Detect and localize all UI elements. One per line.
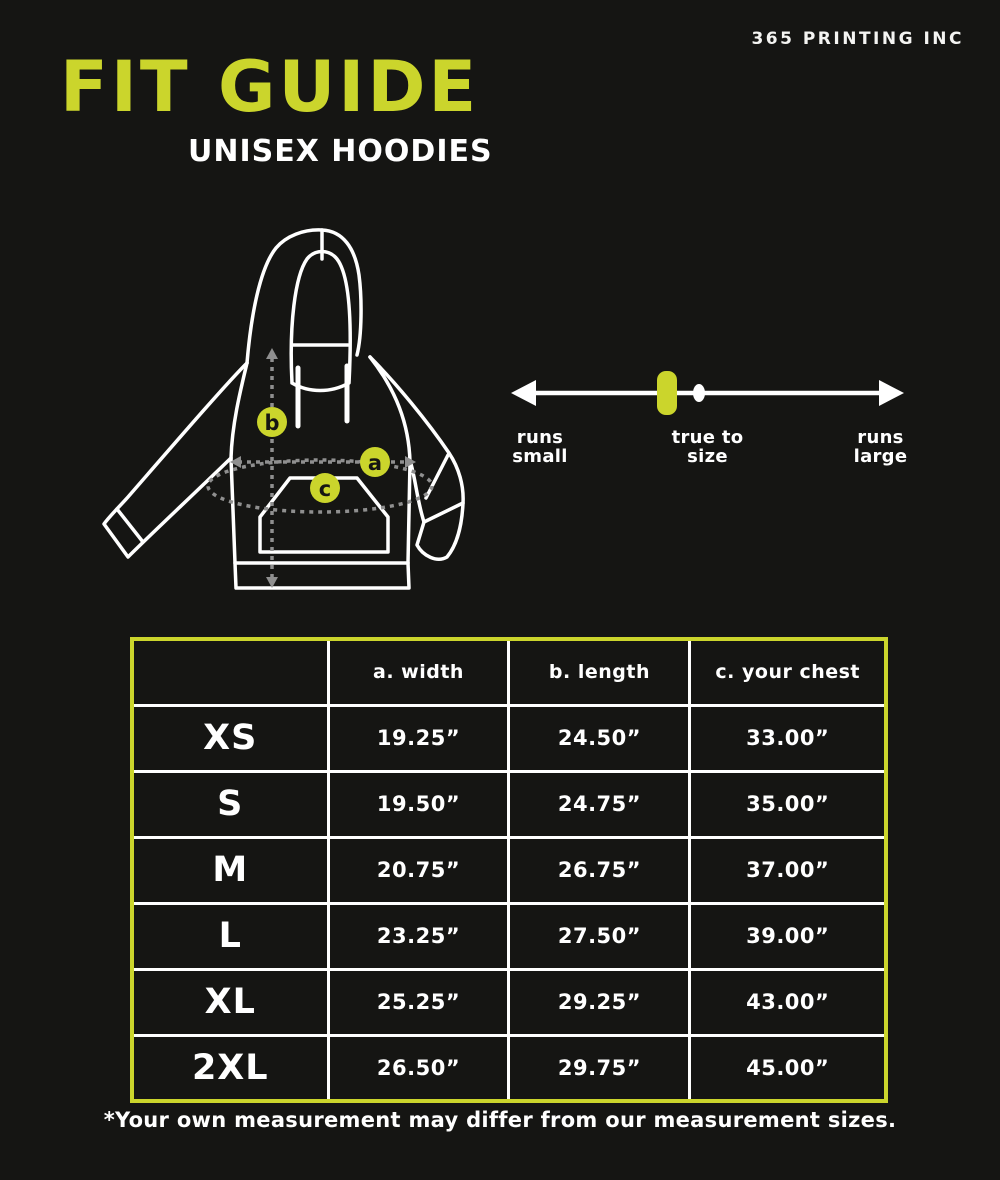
- page-title: FIT GUIDE: [60, 46, 480, 128]
- chest-value-cell: 43.00”: [690, 969, 886, 1035]
- chest-value-cell: 39.00”: [690, 903, 886, 969]
- size-label-cell: L: [132, 903, 328, 969]
- scale-arrow-line: [511, 380, 904, 406]
- chest-value-cell: 37.00”: [690, 837, 886, 903]
- scale-label-runs-small: runs small: [512, 427, 568, 467]
- true-to-size-marker: [657, 371, 677, 415]
- table-row: [132, 771, 886, 837]
- left-cuff-seam: [117, 509, 143, 542]
- badge-c-letter: c: [318, 477, 332, 501]
- table-row: [132, 837, 886, 903]
- size-label-cell: M: [132, 837, 328, 903]
- badge-b-letter: b: [264, 411, 280, 435]
- chest-value-cell: 45.00”: [690, 1035, 886, 1101]
- badge-a-letter: a: [367, 451, 383, 475]
- hoodie-diagram: [95, 222, 495, 597]
- width-value-cell: 23.25”: [328, 903, 509, 969]
- footnote: *Your own measurement may differ from our measurement sizes.: [103, 1108, 897, 1132]
- size-label-cell: S: [132, 771, 328, 837]
- table-row: [132, 969, 886, 1035]
- width-value-cell: 25.25”: [328, 969, 509, 1035]
- width-value-cell: 19.25”: [328, 705, 509, 771]
- size-table: [130, 637, 888, 1103]
- brand-name: 365 PRINTING INC: [751, 29, 964, 49]
- hoodie-outline: [104, 230, 463, 588]
- scale-label-true-to-size: true to size: [671, 427, 744, 467]
- size-label-cell: XS: [132, 705, 328, 771]
- right-elbow-crease: [426, 455, 448, 498]
- length-value-cell: 27.50”: [509, 903, 690, 969]
- width-header-cell: a. width: [328, 639, 509, 705]
- table-row: [132, 705, 886, 771]
- table-header-row: [132, 639, 886, 705]
- length-value-cell: 24.75”: [509, 771, 690, 837]
- chest-value-cell: 35.00”: [690, 771, 886, 837]
- fit-scale: [505, 363, 910, 423]
- length-value-cell: 29.75”: [509, 1035, 690, 1101]
- size-label-cell: 2XL: [132, 1035, 328, 1101]
- width-value-cell: 19.50”: [328, 771, 509, 837]
- table-row: [132, 903, 886, 969]
- scale-label-runs-large: runs large: [853, 427, 908, 467]
- length-header-cell: b. length: [509, 639, 690, 705]
- chest-value-cell: 33.00”: [690, 705, 886, 771]
- length-value-cell: 24.50”: [509, 705, 690, 771]
- length-value-cell: 26.75”: [509, 837, 690, 903]
- scale-arrow-right: [879, 380, 904, 406]
- width-value-cell: 20.75”: [328, 837, 509, 903]
- size-label-cell: XL: [132, 969, 328, 1035]
- right-cuff-seam: [424, 503, 463, 522]
- page-subtitle: UNISEX HOODIES: [188, 134, 493, 169]
- length-value-cell: 29.25”: [509, 969, 690, 1035]
- chest-header-cell: c. your chest: [690, 639, 886, 705]
- table-row: [132, 1035, 886, 1101]
- scale-dot: [693, 384, 705, 402]
- width-value-cell: 26.50”: [328, 1035, 509, 1101]
- corner-cell: [132, 639, 328, 705]
- scale-arrow-left: [511, 380, 536, 406]
- letter-badges: [257, 407, 390, 503]
